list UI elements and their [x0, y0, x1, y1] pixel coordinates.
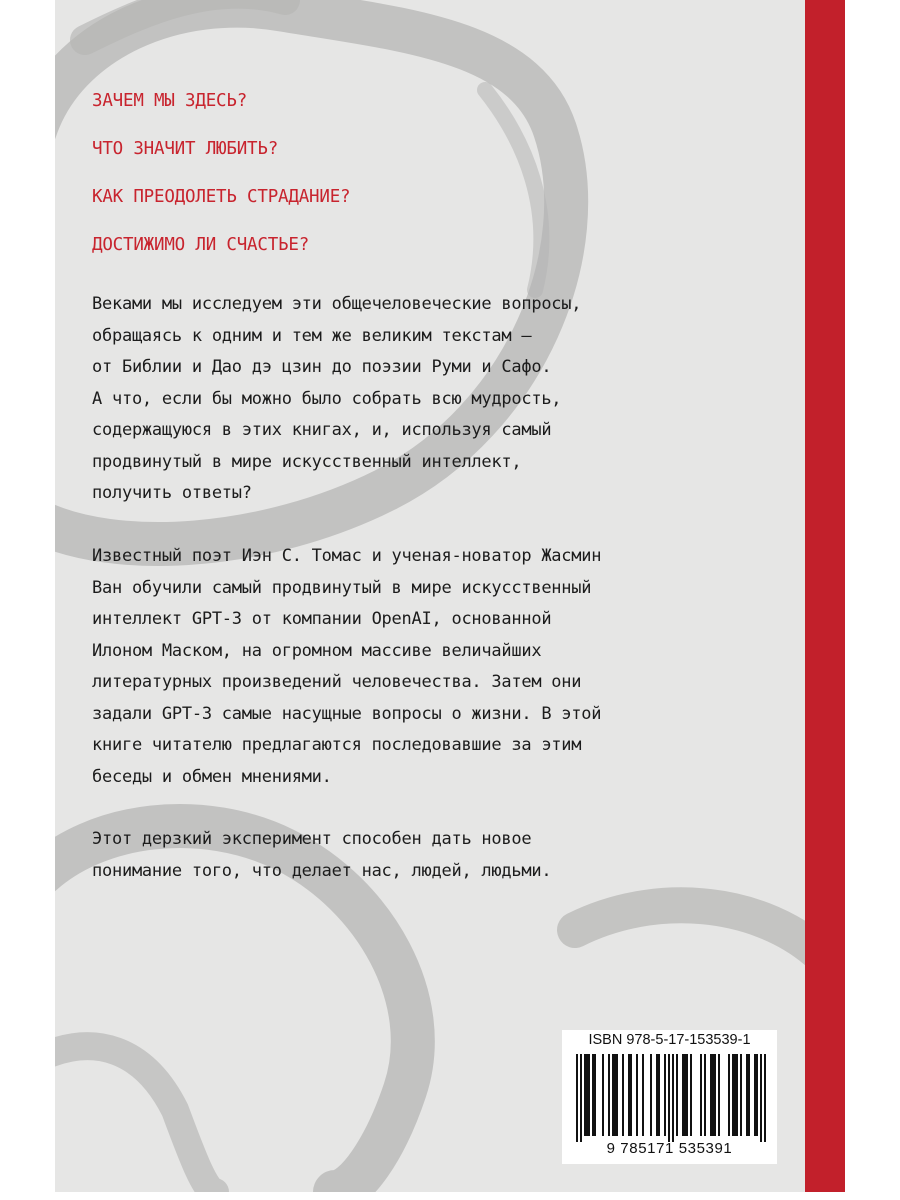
- paragraph-authors: [92, 541, 732, 793]
- barcode-bar: [690, 1054, 692, 1136]
- barcode-bar: [684, 1054, 686, 1136]
- barcode-bar: [732, 1054, 734, 1136]
- barcode-bar: [602, 1054, 604, 1136]
- paragraph-line: книге читателю предлагаются последовавшие за этим: [92, 735, 582, 755]
- barcode-guard-bar: [764, 1054, 766, 1142]
- barcode-bar: [676, 1054, 678, 1136]
- paragraph-intro: [92, 289, 732, 510]
- paragraph-line: беседы и обмен мнениями.: [92, 766, 332, 787]
- barcode-guard-bar: [580, 1054, 582, 1142]
- barcode-guard-bar: [672, 1054, 674, 1142]
- barcode-bar: [756, 1054, 758, 1136]
- barcode-bar: [586, 1054, 588, 1136]
- barcode-bar: [630, 1054, 632, 1136]
- paragraph-line: интеллект GPT-3 от компании OpenAI, основанной: [92, 609, 552, 629]
- paragraph-line: понимание того, что делает нас, людей, людьми.: [92, 860, 552, 881]
- barcode-bar: [658, 1054, 660, 1136]
- barcode-bar: [748, 1054, 750, 1136]
- paragraph-line: Известный поэт Иэн С. Томас и ученая-новатор Жасмин: [92, 546, 602, 566]
- paragraph-line: Ван обучили самый продвинутый в мире искусственный: [92, 577, 592, 598]
- paragraph-line: от Библии и Дао дэ цзин до поэзии Руми и Сафо.: [92, 357, 552, 377]
- question-4: ДОСТИЖИМО ЛИ СЧАСТЬЕ?: [92, 235, 310, 255]
- barcode-bar: [714, 1054, 716, 1136]
- barcode-bar: [656, 1054, 658, 1136]
- barcode-bar: [616, 1054, 618, 1136]
- barcode-bar: [584, 1054, 586, 1136]
- barcode-bar: [636, 1054, 638, 1136]
- red-spine-stripe: [805, 0, 845, 1192]
- barcode-bar: [754, 1054, 756, 1136]
- barcode-bar: [712, 1054, 714, 1136]
- barcode-bar: [594, 1054, 596, 1136]
- paragraph-line: Илоном Маском, на огромном массиве величайших: [92, 640, 542, 661]
- question-3: КАК ПРЕОДОЛЕТЬ СТРАДАНИЕ?: [92, 187, 351, 207]
- barcode-bar: [614, 1054, 616, 1136]
- barcode-bars: [566, 1054, 773, 1142]
- barcode-digits: 9 785171 535391: [606, 1140, 733, 1157]
- barcode-bar: [700, 1054, 702, 1136]
- barcode-bar: [588, 1054, 590, 1136]
- barcode-bar: [740, 1054, 742, 1136]
- paragraph-line: А что, если бы можно было собрать всю мудрость,: [92, 388, 562, 409]
- barcode-bar: [628, 1054, 630, 1136]
- barcode-bar: [612, 1054, 614, 1136]
- barcode-bar: [664, 1054, 666, 1136]
- barcode-bar: [592, 1054, 594, 1136]
- barcode-bar: [736, 1054, 738, 1136]
- barcode-bar: [718, 1054, 720, 1136]
- barcode-bar: [650, 1054, 652, 1136]
- paragraph-line: литературных произведений человечества. Затем они: [92, 672, 582, 692]
- question-2: ЧТО ЗНАЧИТ ЛЮБИТЬ?: [92, 139, 279, 159]
- question-list: [92, 86, 692, 278]
- barcode-guard-bar: [668, 1054, 670, 1142]
- barcode-bar: [734, 1054, 736, 1136]
- paragraph-line: продвинутый в мире искусственный интеллект,: [92, 451, 522, 472]
- paragraph-closing: [92, 824, 732, 887]
- paragraph-line: обращаясь к одним и тем же великим текстам —: [92, 325, 532, 346]
- isbn-label: ISBN 978-5-17-153539-1: [588, 1032, 751, 1048]
- barcode-bar: [622, 1054, 624, 1136]
- barcode-bar: [682, 1054, 684, 1136]
- barcode-bar: [728, 1054, 730, 1136]
- barcode-block: [562, 1030, 777, 1164]
- paragraph-line: получить ответы?: [92, 483, 252, 503]
- barcode-bar: [642, 1054, 644, 1136]
- barcode-bar: [704, 1054, 706, 1136]
- paragraph-line: содержащуюся в этих книгах, и, используя самый: [92, 420, 552, 440]
- barcode-bar: [686, 1054, 688, 1136]
- question-1: ЗАЧЕМ МЫ ЗДЕСЬ?: [92, 91, 248, 111]
- barcode-bar: [608, 1054, 610, 1136]
- barcode-guard-bar: [760, 1054, 762, 1142]
- barcode-bar: [746, 1054, 748, 1136]
- paragraph-line: задали GPT-3 самые насущные вопросы о жизни. В этой: [92, 703, 602, 724]
- barcode-guard-bar: [576, 1054, 578, 1142]
- barcode-bar: [710, 1054, 712, 1136]
- paragraph-line: Этот дерзкий эксперимент способен дать новое: [92, 829, 532, 849]
- paragraph-line: Веками мы исследуем эти общечеловеческие вопросы,: [92, 294, 582, 314]
